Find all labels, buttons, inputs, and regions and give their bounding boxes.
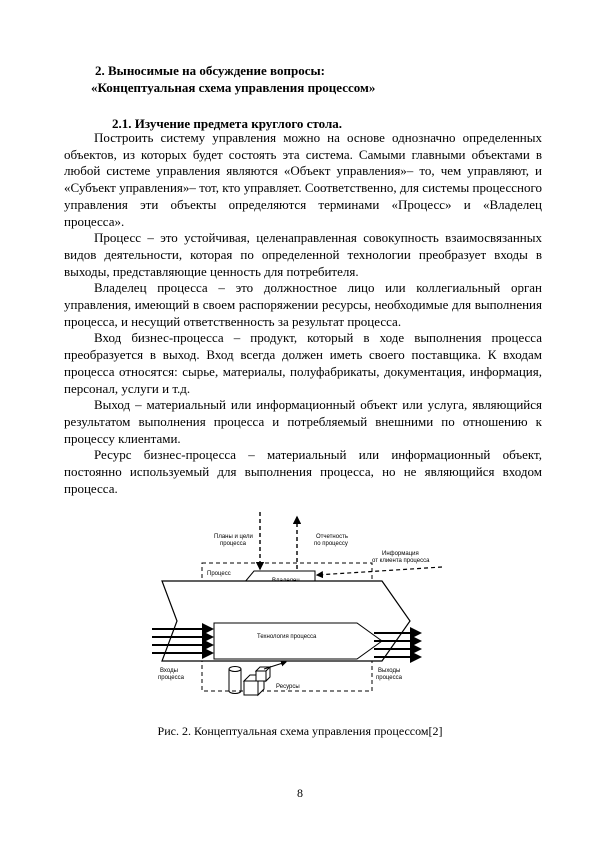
outputs-label: Выходы xyxy=(378,668,401,674)
section-heading-line-2: «Концептуальная схема управления процессом» xyxy=(91,80,376,95)
client-info-arrow xyxy=(317,567,442,575)
outputs-label: процесса xyxy=(376,675,402,681)
page-number: 8 xyxy=(297,786,303,800)
process-label: Процесс xyxy=(207,571,231,577)
section-heading xyxy=(91,62,375,96)
paragraph: Владелец процесса – это должностное лицо или коллегиальный орган управления, имеющий в своем распоряжении ресурсы, необходимые для выполнения процесса, и несущий ответственность за результат процесса. xyxy=(64,280,542,329)
client-info-label: Информация xyxy=(382,551,419,557)
body-text xyxy=(64,130,542,497)
resources-label: Ресурсы xyxy=(276,684,300,690)
process-management-diagram xyxy=(152,509,458,707)
paragraph: Вход бизнес-процесса – продукт, который в ходе выполнения процесса преобразуется в выход. Вход всегда должен иметь своего поставщика. К входам процесса относятся: сырье, материалы, полуфабрикаты, документация, информация, персонал, услуги и т.д. xyxy=(64,330,542,396)
resources-arrow xyxy=(264,662,286,669)
subsection-heading: 2.1. Изучение предмета круглого стола. xyxy=(112,116,343,131)
paragraph: Процесс – это устойчивая, целенаправленная совокупность взаимосвязанных видов деятельности, которая по определенной технологии преобразует входы в выходы, представляющие ценность для потребителя. xyxy=(64,230,542,279)
inputs-label: Входы xyxy=(160,668,178,674)
section-heading-line-1: 2. Выносимые на обсуждение вопросы: xyxy=(95,63,325,78)
paragraph: Выход – материальный или информационный объект или услуга, являющийся результатом выполнения процесса и потребляемый внешними по отношению к процессу клиентами. xyxy=(64,397,542,446)
plans-label: процесса xyxy=(220,541,246,547)
technology-box xyxy=(214,623,382,659)
diagram-svg xyxy=(152,509,458,707)
paragraph: Построить систему управления можно на основе однозначно определенных объектов, из которых будет состоять эта система. Самыми главными объектами в любой системе управления являются «Объект управления»– то, чем управляют, и «Субъект управления»– тот, кто управляет. Соответственно, для системы процессного управления эти объекты определяются терминами «Процесс» и «Владелец процесса». xyxy=(64,130,542,229)
figure-caption: Рис. 2. Концептуальная схема управления процессом[2] xyxy=(157,724,443,738)
plans-label: Планы и цели xyxy=(214,534,253,540)
technology-label: Технология процесса xyxy=(257,634,317,640)
paragraph: Ресурс бизнес-процесса – материальный или информационный объект, постоянно используемый для выполнения процесса, но не являющийся входом процесса. xyxy=(64,447,542,496)
inputs-label: процесса xyxy=(158,675,184,681)
report-label: Отчетность xyxy=(316,534,348,540)
report-label: по процессу xyxy=(314,541,348,547)
client-info-label: от клиента процесса xyxy=(372,558,430,564)
